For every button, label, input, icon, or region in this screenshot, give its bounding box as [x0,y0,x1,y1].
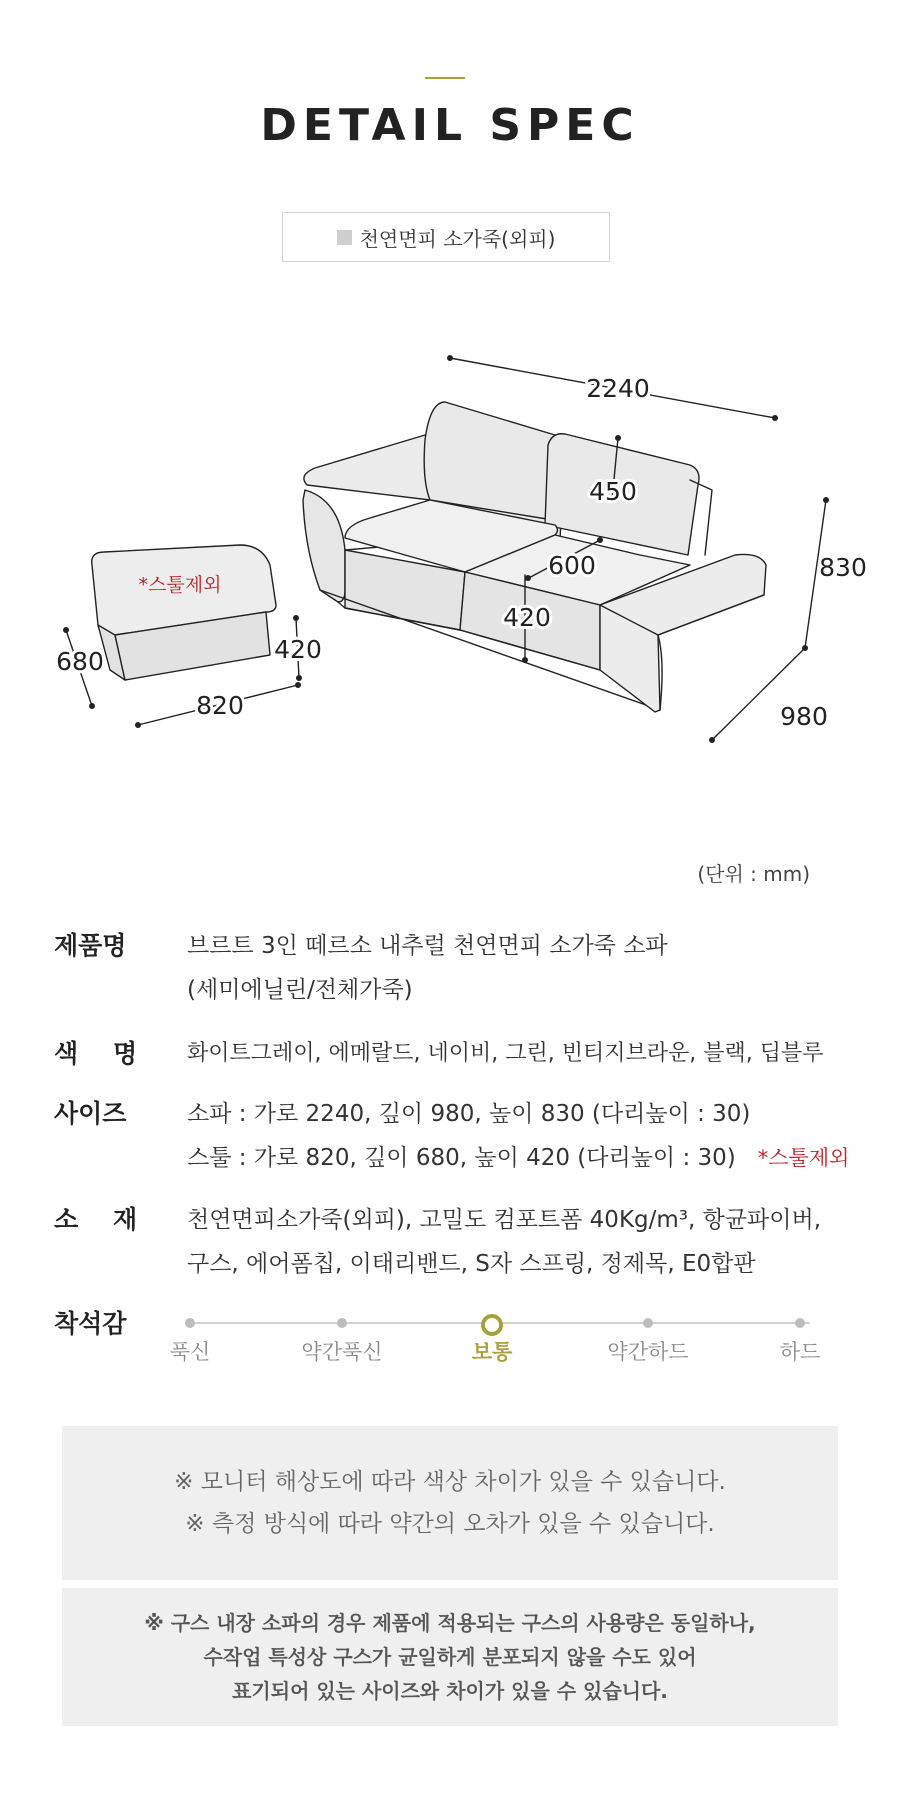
dim-sofa-height: 830 [819,553,867,582]
spec-label-size: 사이즈 [54,1099,127,1128]
spec-value-material-line2: 구스, 에어폼칩, 이태리밴드, S자 스프링, 정제목, E0합판 [187,1251,756,1277]
notice-goose-line1: ※ 구스 내장 소파의 경우 제품에 적용되는 구스의 사용량은 동일하나, [144,1611,756,1635]
material-swatch-icon [337,230,352,245]
comfort-label-selected: 보통 [471,1340,513,1364]
notice-goose-line3: 표기되어 있는 사이즈와 차이가 있을 수 있습니다. [232,1679,668,1703]
dim-stool-width: 820 [196,691,244,720]
spec-value-material [187,1198,821,1286]
comfort-dot-4 [643,1318,653,1328]
material-badge-label: 천연면피 소가죽(외피) [359,226,556,251]
stool-exclude-note: *스툴제외 [138,574,222,596]
spec-label-material: 소 재 [54,1205,138,1234]
spec-value-name [187,924,668,1012]
spec-value-color: 화이트그레이, 에메랄드, 네이비, 그린, 빈티지브라운, 블랙, 딥블루 [187,1041,824,1066]
dim-sofa-seat-depth: 600 [548,551,596,580]
comfort-label-4: 약간하드 [607,1340,689,1364]
comfort-dot-1 [185,1318,195,1328]
comfort-dot-5 [795,1318,805,1328]
sofa-left-arm [303,490,345,602]
unit-note: (단위 : mm) [697,862,810,886]
spec-value-size-stool-line [187,1136,849,1180]
dim-stool-height: 420 [274,635,322,664]
title-accent-line [425,77,465,79]
spec-label-color: 색 명 [54,1039,138,1068]
notice-box-display [62,1426,838,1580]
dim-stool-depth: 680 [56,647,104,676]
notice-measure: ※ 측정 방식에 따라 약간의 오차가 있을 수 있습니다. [185,1511,715,1537]
comfort-label-5: 하드 [779,1340,821,1364]
material-badge [282,212,610,262]
spec-value-size-sofa: 소파 : 가로 2240, 깊이 980, 높이 830 (다리높이 : 30) [187,1101,751,1127]
comfort-label-2: 약간푹신 [301,1340,383,1364]
spec-value-name-line2: (세미에닐린/전체가죽) [187,977,413,1003]
size-stool-exclude-note: *스툴제외 [757,1146,850,1170]
spec-label-name: 제품명 [54,931,127,960]
spec-value-size [187,1092,849,1180]
spec-value-material-line1: 천연면피소가죽(외피), 고밀도 컴포트폼 40Kg/m³, 항균파이버, [187,1207,822,1233]
notice-goose-line2: 수작업 특성상 구스가 균일하게 분포되지 않을 수도 있어 [203,1645,697,1669]
spec-label-comfort: 착석감 [54,1309,127,1338]
comfort-dot-selected [481,1314,503,1336]
comfort-label-1: 푹신 [169,1340,211,1364]
notice-monitor: ※ 모니터 해상도에 따라 색상 차이가 있을 수 있습니다. [174,1469,726,1495]
spec-value-size-stool: 스툴 : 가로 820, 깊이 680, 높이 420 (다리높이 : 30) [187,1145,736,1171]
dim-sofa-seat-height: 420 [503,603,551,632]
dim-sofa-width: 2240 [586,374,650,403]
dim-sofa-depth: 980 [780,702,828,731]
dim-sofa-back-height: 450 [589,477,637,506]
sofa-dimension-diagram [0,340,900,760]
comfort-dot-2 [337,1318,347,1328]
notice-box-goose [62,1588,838,1726]
spec-value-name-line1: 브르트 3인 떼르소 내추럴 천연면피 소가죽 소파 [187,933,668,959]
page-title: DETAIL SPEC [260,100,640,151]
